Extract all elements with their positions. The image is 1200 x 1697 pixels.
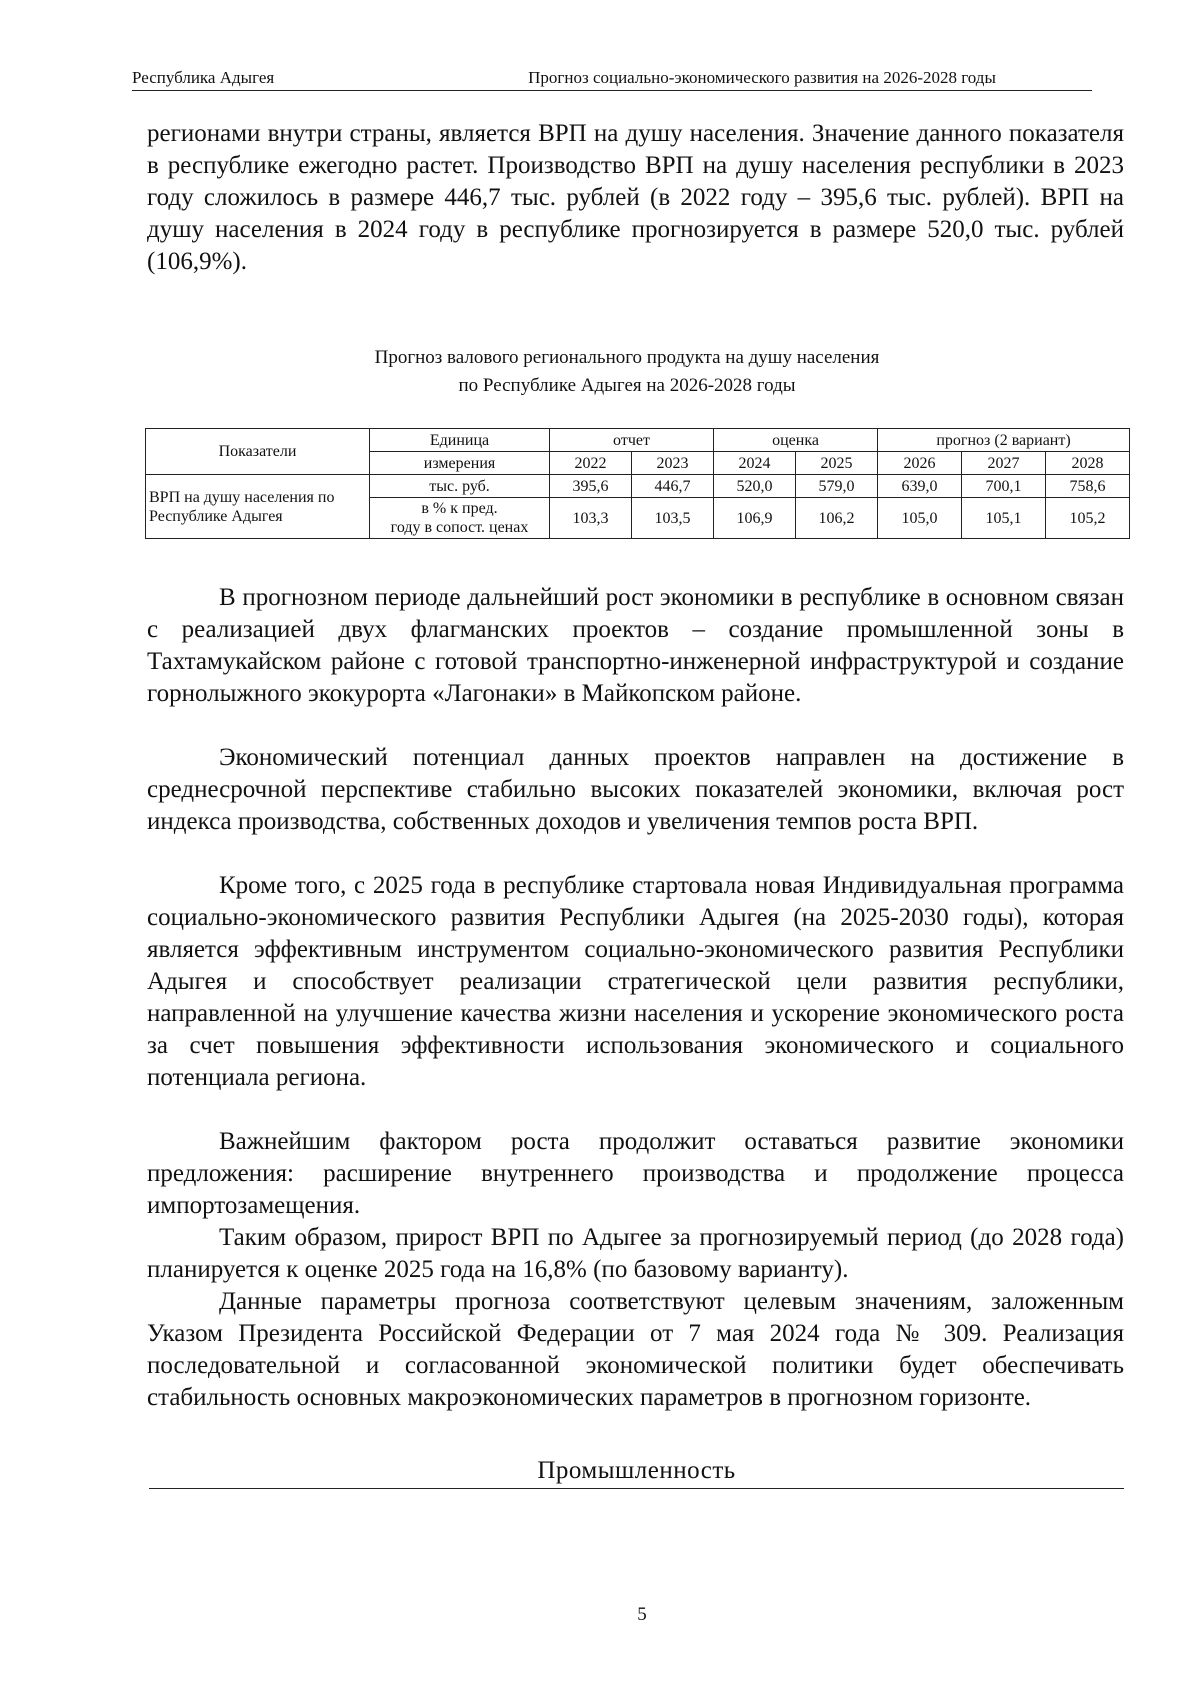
table-cell: 105,1	[962, 498, 1046, 539]
table-caption	[132, 344, 1122, 400]
body-paragraph: Данные параметры прогноза соответствуют целевым значениям, заложенным Указом Президента Российской Федерации от 7 мая 2024 года № 309. Реализация последовательной и согласованной экономической политики будет обеспечивать стабильность основных макроэкономических параметров в прогнозном горизонте.	[147, 1288, 1124, 1411]
body-paragraph: Экономический потенциал данных проектов направлен на достижение в среднесрочной перспективе стабильно высоких показателей экономики, включая рост индекса производства, собственных доходов и увеличения темпов роста ВРП.	[147, 744, 1124, 835]
table-cell: 103,5	[632, 498, 714, 539]
table-cell: 395,6	[550, 475, 632, 498]
intro-paragraph: регионами внутри страны, является ВРП на душу населения. Значение данного показателя в республике ежегодно растет. Производство ВРП на душу населения республики в 2023 году сложилось в размере 446,7 тыс. рублей (в 2022 году – 395,6 тыс. рублей). ВРП на душу населения в 2024 году в республике прогнозируется в размере 520,0 тыс. рублей (106,9%).	[147, 120, 1124, 275]
header-year: 2027	[962, 452, 1046, 475]
header-year: 2022	[550, 452, 632, 475]
table-cell: 520,0	[714, 475, 796, 498]
section-heading	[149, 1456, 1124, 1489]
header-year: 2026	[878, 452, 962, 475]
header-group-forecast: прогноз (2 вариант)	[878, 429, 1130, 452]
header-document-title: Прогноз социально-экономического развития на 2026-2028 годы	[528, 68, 996, 87]
body-paragraph: Таким образом, прирост ВРП по Адыгее за прогнозируемый период (до 2028 года) планируется к оценке 2025 года на 16,8% (по базовому варианту).	[147, 1224, 1124, 1283]
table-cell: 446,7	[632, 475, 714, 498]
row2-unit-line-1: в % к пред.	[421, 500, 498, 517]
header-region: Республика Адыгея	[132, 68, 275, 87]
row2-unit-line-2: году в сопост. ценах	[390, 519, 529, 536]
header-unit-line-1: Единица	[370, 429, 550, 452]
header-group-estimate: оценка	[714, 429, 878, 452]
section-title: Промышленность	[537, 1457, 736, 1484]
header-year: 2023	[632, 452, 714, 475]
body-paragraph: Кроме того, с 2025 года в республике стартовала новая Индивидуальная программа социально-экономического развития Республики Адыгея (на 2025-2030 годы), которая является эффективным инструментом социально-экономического развития Республики Адыгея и способствует реализации стратегической цели развития республики, направленной на улучшение качества жизни населения и ускорение экономического роста за счет повышения эффективности использования экономического и социального потенциала региона.	[147, 872, 1124, 1091]
running-header	[132, 66, 1092, 91]
header-year: 2024	[714, 452, 796, 475]
header-indicator: Показатели	[146, 429, 370, 475]
row1-unit: тыс. руб.	[370, 475, 550, 498]
table-caption-line-1: Прогноз валового регионального продукта на душу населения	[374, 347, 880, 368]
table-cell: 106,2	[796, 498, 878, 539]
header-unit-line-2: измерения	[370, 452, 550, 475]
header-year: 2028	[1046, 452, 1130, 475]
table-cell: 700,1	[962, 475, 1046, 498]
table-cell: 639,0	[878, 475, 962, 498]
table-cell: 105,0	[878, 498, 962, 539]
row-label: ВРП на душу населения по Республике Адыгея	[146, 475, 370, 539]
row2-unit	[370, 498, 550, 539]
header-group-report: отчет	[550, 429, 714, 452]
table-cell: 103,3	[550, 498, 632, 539]
grp-forecast-table	[145, 428, 1130, 539]
header-year: 2025	[796, 452, 878, 475]
table-cell: 106,9	[714, 498, 796, 539]
table-cell: 758,6	[1046, 475, 1130, 498]
table-cell: 105,2	[1046, 498, 1130, 539]
body-paragraph: Важнейшим фактором роста продолжит оставаться развитие экономики предложения: расширение внутреннего производства и продолжение процесса импортозамещения.	[147, 1128, 1124, 1219]
table-caption-line-2: по Республике Адыгея на 2026-2028 годы	[458, 375, 796, 396]
table-cell: 579,0	[796, 475, 878, 498]
body-paragraph: В прогнозном периоде дальнейший рост экономики в республике в основном связан с реализацией двух флагманских проектов – создание промышленной зоны в Тахтамукайском районе с готовой транспортно-инженерной инфраструктурой и создание горнолыжного экокурорта «Лагонаки» в Майкопском районе.	[147, 584, 1124, 707]
page-number: 5	[637, 1604, 647, 1625]
